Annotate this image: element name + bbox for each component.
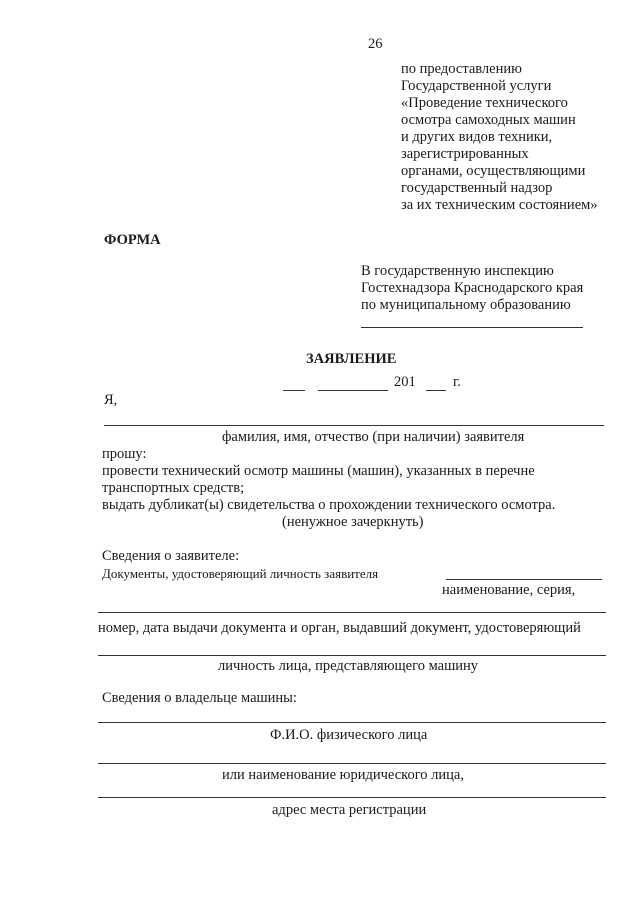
request-line: провести технический осмотр машины (машин), указанных в перечне xyxy=(102,463,535,479)
representative-input-line[interactable] xyxy=(98,655,606,656)
owner-name-input-line[interactable] xyxy=(98,722,606,723)
document-caption-representative: личность лица, представляющего машину xyxy=(218,658,479,674)
document-caption-details: номер, дата выдачи документа и орган, выдавший документ, удостоверяющий xyxy=(98,620,581,636)
strike-out-note: (ненужное зачеркнуть) xyxy=(282,514,424,530)
header-line: зарегистрированных xyxy=(401,146,529,162)
header-line: за их техническим состоянием» xyxy=(401,197,598,213)
header-line: осмотра самоходных машин xyxy=(401,112,576,128)
addressee-line: В государственную инспекцию xyxy=(361,263,554,279)
applicant-name-input-line[interactable] xyxy=(104,425,604,426)
header-line: государственный надзор xyxy=(401,180,553,196)
municipality-input-line[interactable] xyxy=(361,327,583,328)
document-details-input-line[interactable] xyxy=(98,612,606,613)
year-input-line[interactable] xyxy=(426,390,446,391)
document-name-input-line[interactable] xyxy=(446,579,602,580)
header-line: органами, осуществляющими xyxy=(401,163,586,179)
owner-caption-org: или наименование юридического лица, xyxy=(222,767,464,783)
owner-caption-name: Ф.И.О. физического лица xyxy=(270,727,428,743)
applicant-info-heading: Сведения о заявителе: xyxy=(102,548,240,564)
request-line: выдать дубликат(ы) свидетельства о прохождении технического осмотра. xyxy=(102,497,556,513)
request-intro: прошу: xyxy=(102,446,147,462)
owner-address-input-line[interactable] xyxy=(98,797,606,798)
day-input-line[interactable] xyxy=(283,390,305,391)
document-title: ЗАЯВЛЕНИЕ xyxy=(306,351,397,367)
year-prefix: 201 xyxy=(394,374,416,390)
request-line: транспортных средств; xyxy=(102,480,245,496)
owner-org-input-line[interactable] xyxy=(98,763,606,764)
header-line: «Проведение технического xyxy=(401,95,568,111)
addressee-line: по муниципальному образованию xyxy=(361,297,571,313)
document-caption-name: наименование, серия, xyxy=(442,582,576,598)
header-line: и других видов техники, xyxy=(401,129,553,145)
owner-caption-address: адрес места регистрации xyxy=(272,802,427,818)
addressee-line: Гостехнадзора Краснодарского края xyxy=(361,280,584,296)
i-label: Я, xyxy=(104,392,118,408)
documents-label: Документы, удостоверяющий личность заявителя xyxy=(102,566,379,581)
applicant-name-caption: фамилия, имя, отчество (при наличии) заявителя xyxy=(222,429,525,445)
year-suffix: г. xyxy=(453,374,461,390)
header-line: по предоставлению xyxy=(401,61,522,77)
header-line: Государственной услуги xyxy=(401,78,552,94)
owner-info-heading: Сведения о владельце машины: xyxy=(102,690,297,706)
month-input-line[interactable] xyxy=(318,390,388,391)
page-number: 26 xyxy=(368,36,383,52)
form-label: ФОРМА xyxy=(104,232,161,248)
